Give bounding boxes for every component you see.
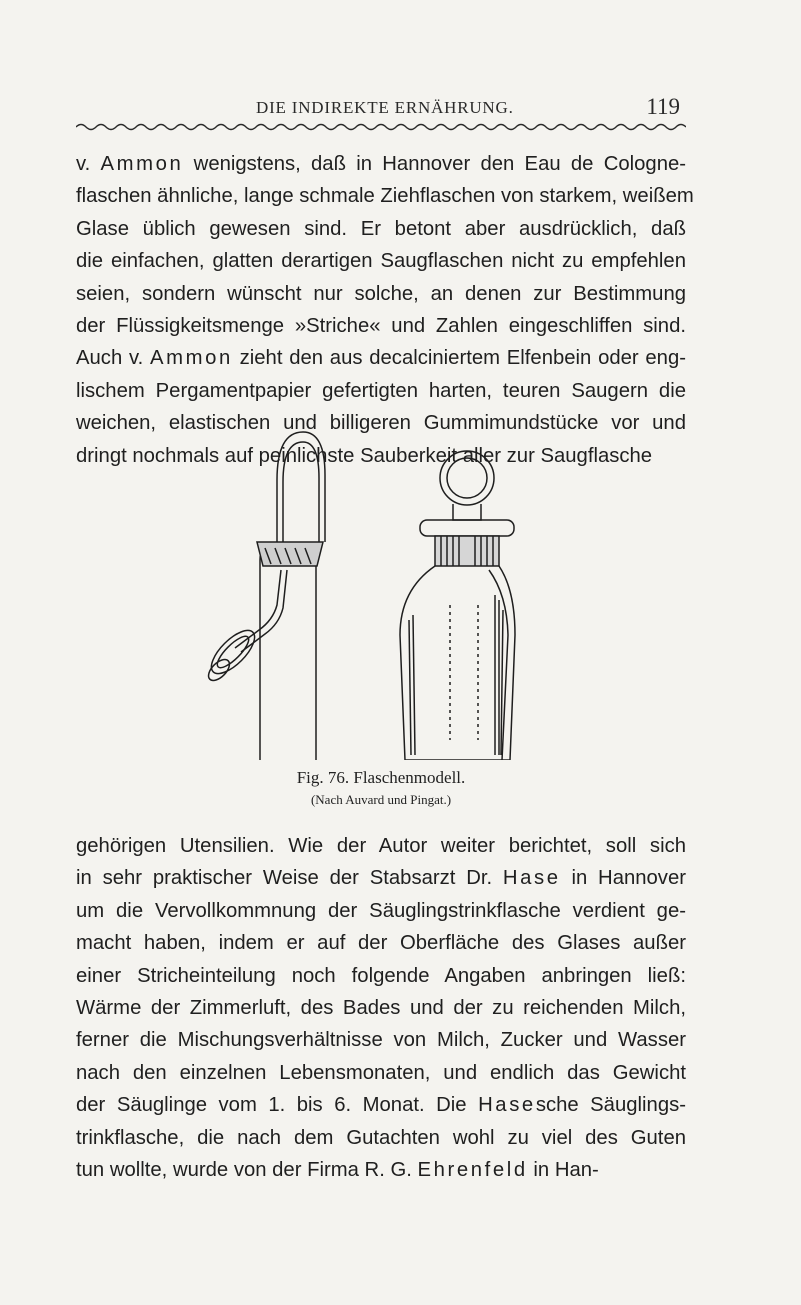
text-segment: flaschen ähnliche, lange schmale Ziehflaschen von starkem, weißem xyxy=(76,185,694,208)
text-segment: v. xyxy=(76,153,101,175)
text-line xyxy=(76,180,694,212)
text-line xyxy=(76,278,686,310)
text-segment: dringt nochmals auf peinlichste Sauberkeit aller zur Saugflasche xyxy=(76,444,653,467)
text-segment: weichen, elastischen und billigeren Gummimundstücke vor und xyxy=(76,412,686,435)
text-segment: der Säuglinge vom 1. bis 6. Monat. Die xyxy=(76,1094,479,1117)
text-line xyxy=(76,375,686,407)
text-line xyxy=(76,1122,686,1154)
figure-source: (Nach Auvard und Pingat.) xyxy=(310,792,452,807)
text-segment: die einfachen, glatten derartigen Saugflaschen nicht zu empfehlen xyxy=(76,250,686,273)
spaced-name: Ammon xyxy=(100,153,184,175)
text-line xyxy=(76,895,686,927)
spaced-name: Ehrenfeld xyxy=(417,1159,528,1182)
siphon-bottle-drawing xyxy=(205,432,325,760)
wavy-rule-ornament xyxy=(76,122,686,132)
text-segment: Glase üblich gewesen sind. Er betont aber ausdrücklich, daß xyxy=(76,217,686,240)
paragraph-2 xyxy=(76,830,686,1186)
text-segment: seien, sondern wünscht nur solche, an denen zur Bestimmung xyxy=(76,282,686,305)
text-line xyxy=(76,213,686,245)
text-segment: in Hannover xyxy=(560,867,686,890)
text-segment: in Han- xyxy=(527,1159,599,1182)
text-segment: nach den einzelnen Lebensmonaten, und endlich das Gewicht xyxy=(76,1061,686,1084)
text-segment: der Flüssigkeitsmenge »Striche« und Zahlen eingeschliffen sind. xyxy=(76,315,686,338)
page-number: 119 xyxy=(646,94,680,119)
text-line xyxy=(76,1024,686,1056)
text-segment: einer Stricheinteilung noch folgende Angaben anbringen ließ: xyxy=(76,964,686,987)
text-line xyxy=(76,342,686,374)
text-line xyxy=(76,245,686,277)
text-segment: macht haben, indem er auf der Oberfläche des Glases außer xyxy=(76,932,686,955)
text-line xyxy=(76,1057,686,1089)
spaced-name: Hase xyxy=(502,867,561,890)
page-header xyxy=(76,92,686,132)
flask-bottle-drawing xyxy=(400,451,515,760)
running-title: DIE INDIREKTE ERNÄHRUNG. xyxy=(256,98,514,117)
text-line xyxy=(76,148,686,180)
text-line xyxy=(76,310,686,342)
text-line xyxy=(76,830,686,862)
text-segment: wenigstens, daß in Hannover den Eau de Cologne- xyxy=(183,153,687,175)
text-line xyxy=(76,1154,686,1186)
text-line xyxy=(76,960,686,992)
text-segment: ferner die Mischungsverhältnisse von Milch, Zucker und Wasser xyxy=(76,1029,686,1052)
spaced-name: Hase xyxy=(478,1094,536,1117)
text-segment: trinkflasche, die nach dem Gutachten wohl zu viel des Guten xyxy=(76,1126,686,1149)
text-line xyxy=(76,862,686,894)
text-segment: zieht den aus decalciniertem Elfenbein oder eng- xyxy=(232,347,686,370)
text-segment: in sehr praktischer Weise der Stabsarzt Dr. xyxy=(76,867,503,890)
text-line xyxy=(76,992,686,1024)
text-segment: Wärme der Zimmerluft, des Bades und der zu reichenden Milch, xyxy=(76,997,686,1020)
figure-caption: Fig. 76. Flaschenmodell. xyxy=(296,768,466,787)
text-segment: tun wollte, wurde von der Firma R. G. xyxy=(76,1159,418,1182)
text-line xyxy=(76,927,686,959)
text-segment: um die Vervollkommnung der Säuglingstrinkflasche verdient ge- xyxy=(76,899,686,922)
spaced-name: Ammon xyxy=(150,347,233,370)
text-segment: lischem Pergamentpapier gefertigten harten, teuren Saugern die xyxy=(76,379,686,402)
text-line xyxy=(76,1089,686,1121)
text-segment: Auch v. xyxy=(76,347,150,370)
figure-bottle-illustration xyxy=(195,420,555,760)
text-segment: gehörigen Utensilien. Wie der Autor weiter berichtet, soll sich xyxy=(76,835,686,857)
text-segment: sche Säuglings- xyxy=(535,1094,686,1117)
